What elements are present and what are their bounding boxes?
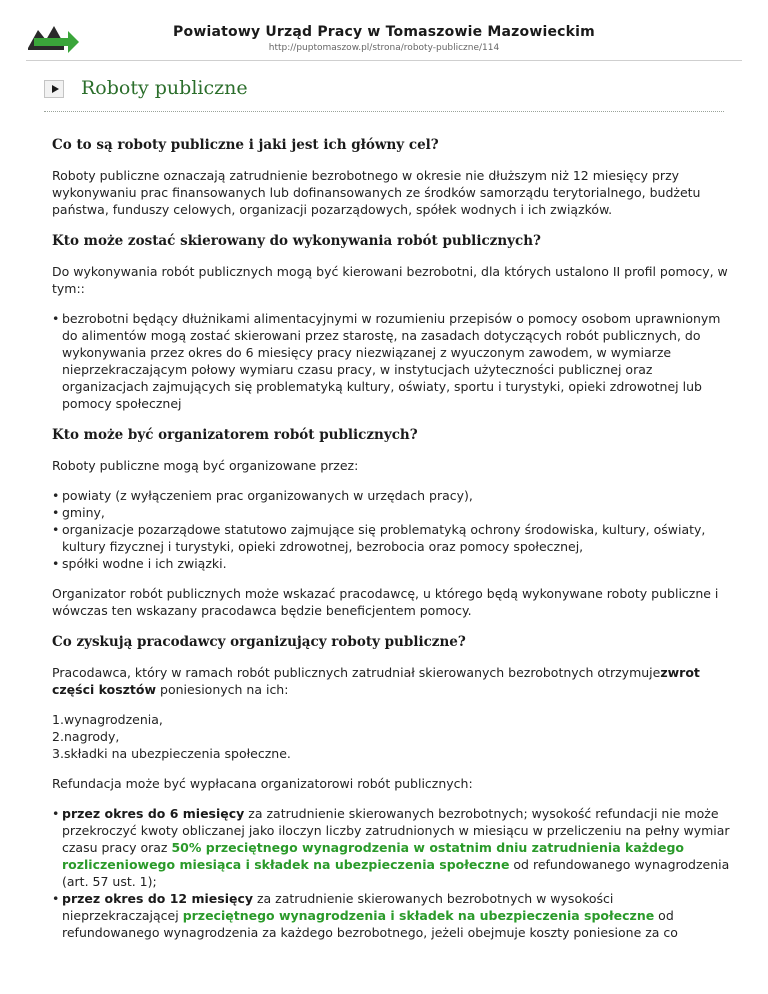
bold-text: przez okres do 12 miesięcy bbox=[62, 891, 254, 906]
paragraph: Refundacja może być wypłacana organizatorowi robót publicznych: bbox=[52, 776, 473, 791]
bullet-list bbox=[52, 805, 734, 941]
list-item: • powiaty (z wyłączeniem prac organizowanych w urzędach pracy), bbox=[62, 487, 734, 504]
page-title: Roboty publiczne bbox=[81, 77, 248, 99]
highlight-text: 50% przeciętnego wynagrodzenia w ostatnim dniu zatrudnienia każdego rozliczeniowego miesiąca i składek na ubezpieczenia społeczne bbox=[62, 840, 684, 872]
list-item bbox=[52, 711, 734, 728]
item-text: składki na ubezpieczenia społeczne. bbox=[64, 746, 291, 761]
list-item: • bezrobotni będący dłużnikami alimentacyjnymi w rozumieniu przepisów o pomocy osobom uprawnionym do alimentów mogą zostać skierowani przez starostę, na zasadach dotyczących robót publicznych, do wykonywania przez okres do 6 miesięcy pracy niezwiązanej z wyuczonym zawodem, w wymiarze nieprzekraczającym połowy wymiaru czasu pracy, w instytucjach użyteczności publicznej oraz organizacjach zajmujących się problematyką kultury, oświaty, sportu i turystyki, opieki zdrowotnej lub pomocy społecznej bbox=[62, 310, 734, 412]
list-item bbox=[62, 890, 734, 941]
paragraph: Do wykonywania robót publicznych mogą być kierowani bezrobotni, dla których ustalono II profil pomocy, w tym:: bbox=[52, 264, 728, 296]
item-number: 1. bbox=[52, 712, 64, 727]
paragraph bbox=[52, 664, 734, 698]
item-number: 3. bbox=[52, 746, 64, 761]
item-text: wynagrodzenia, bbox=[64, 712, 163, 727]
bullet-list bbox=[52, 310, 734, 412]
arrow-right-icon bbox=[44, 80, 64, 98]
list-item bbox=[62, 805, 734, 890]
numbered-list bbox=[52, 711, 734, 762]
text-span: za zatrudnienie skierowanych bezrobotnych; wysokość refundacji nie może przekroczyć kwoty obliczanej jako iloczyn liczby zatrudnionych w miesiącu w przeliczeniu na pełny wymiar czasu pracy oraz bbox=[62, 806, 730, 855]
highlight-text: przeciętnego wynagrodzenia i składek na ubezpieczenia społeczne bbox=[182, 908, 655, 923]
item-number: 2. bbox=[52, 729, 64, 744]
paragraph: Roboty publiczne mogą być organizowane przez: bbox=[52, 458, 359, 473]
paragraph: Organizator robót publicznych może wskazać pracodawcę, u którego będą wykonywane roboty publiczne i wówczas ten wskazany pracodawca będzie beneficjentem pomocy. bbox=[52, 586, 719, 618]
list-item bbox=[52, 745, 734, 762]
bold-text: przez okres do 6 miesięcy bbox=[62, 806, 245, 821]
text-span: poniesionych na ich: bbox=[156, 682, 289, 697]
text-span: Pracodawca, który w ramach robót publicznych zatrudniał skierowanych bezrobotnych otrzymuje bbox=[52, 665, 661, 680]
bullet-list bbox=[52, 487, 734, 572]
list-item bbox=[52, 728, 734, 745]
text-span: od refundowanego wynagrodzenia za każdego bezrobotnego, jeżeli obejmuje koszty poniesione za co bbox=[62, 908, 678, 940]
site-title: Powiatowy Urząd Pracy w Tomaszowie Mazowieckim bbox=[173, 24, 595, 40]
header-divider bbox=[26, 60, 742, 61]
section-heading: Kto może być organizatorem robót publicznych? bbox=[52, 427, 418, 443]
paragraph: Roboty publiczne oznaczają zatrudnienie bezrobotnego w okresie nie dłuższym niż 12 miesięcy przy wykonywaniu prac finansowanych lub dofinansowanych ze środków samorządu terytorialnego, budżetu państwa, funduszy celowych, organizacji pozarządowych, spółek wodnych i ich związków. bbox=[52, 168, 701, 217]
list-item: • spółki wodne i ich związki. bbox=[62, 555, 734, 572]
list-item: • gminy, bbox=[62, 504, 734, 521]
page-header bbox=[0, 0, 768, 62]
bold-text: zwrot części kosztów bbox=[52, 665, 700, 697]
article-content bbox=[52, 122, 734, 941]
section-heading: Co zyskują pracodawcy organizujący roboty publiczne? bbox=[52, 634, 466, 650]
text-span: od refundowanego wynagrodzenia (art. 57 ust. 1); bbox=[62, 857, 730, 889]
title-divider bbox=[44, 111, 724, 112]
item-text: nagrody, bbox=[64, 729, 120, 744]
section-heading: Kto może zostać skierowany do wykonywania robót publicznych? bbox=[52, 233, 541, 249]
section-heading: Co to są roboty publiczne i jaki jest ich główny cel? bbox=[52, 137, 439, 153]
list-item: • organizacje pozarządowe statutowo zajmujące się problematyką ochrony środowiska, kultury, oświaty, kultury fizycznej i turystyki, opieki zdrowotnej, bezrobocia oraz pomocy społecznej, bbox=[62, 521, 734, 555]
text-span: za zatrudnienie skierowanych bezrobotnych w wysokości nieprzekraczającej bbox=[62, 891, 614, 923]
site-url: http://puptomaszow.pl/strona/roboty-publiczne/114 bbox=[268, 43, 500, 53]
